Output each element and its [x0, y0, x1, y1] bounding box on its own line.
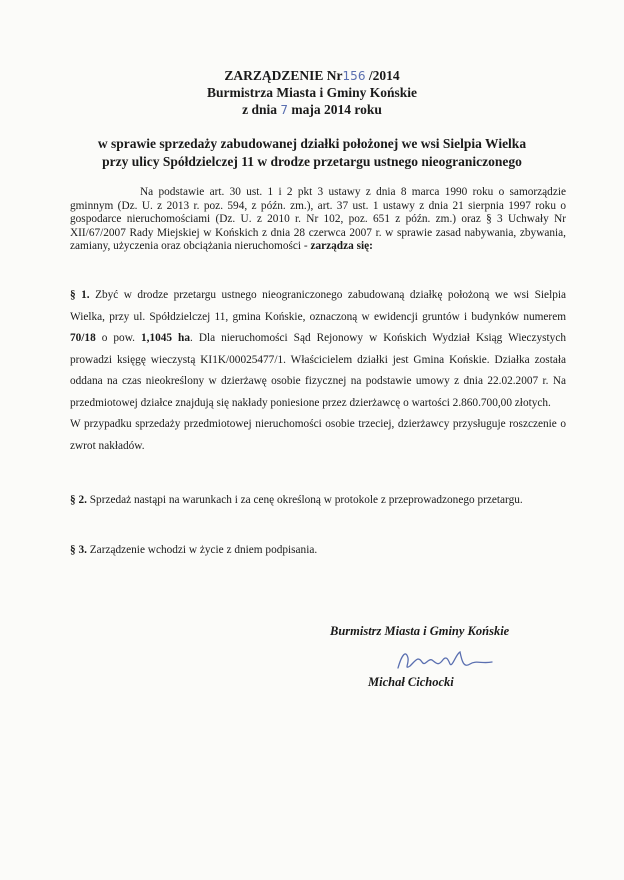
section-2-text: Sprzedaż nastąpi na warunkach i za cenę określoną w protokole z przeprowadzonego przetargu. [86, 494, 523, 506]
section-2 [70, 490, 566, 512]
section-3-text: Zarządzenie wchodzi w życie z dniem podpisania. [86, 544, 318, 556]
handwritten-day: 7 [280, 103, 288, 117]
issuer-line: Burmistrza Miasta i Gminy Końskie [207, 85, 417, 100]
legal-basis [70, 186, 566, 254]
section-1-text-a: Zbyć w drodze przetargu ustnego nieograniczonego zabudowaną działkę położoną we wsi Sielpia Wielka, przy ul. Spółdzielczej 11, gmina Końskie, oznaczoną w ewidencji gruntów i budynków numerem [70, 289, 567, 323]
subject [40, 135, 584, 171]
title-prefix: ZARZĄDZENIE Nr [224, 68, 343, 83]
subject-line-1: w sprawie sprzedaży zabudowanej działki położonej we wsi Sielpia Wielka [97, 136, 527, 151]
handwritten-signature-icon [392, 646, 512, 676]
subject-line-2: przy ulicy Spółdzielczej 11 w drodze przetargu ustnego nieograniczonego [102, 154, 522, 169]
plot-area: 1,1045 ha [140, 332, 190, 344]
document-title [0, 68, 624, 84]
signatory-name: Michał Cichocki [368, 675, 454, 689]
section-1-label: § 1. [70, 289, 90, 301]
plot-number: 70/18 [70, 332, 96, 344]
legal-basis-text: Na podstawie art. 30 ust. 1 i 2 pkt 3 ustawy z dnia 8 marca 1990 roku o samorządzie gminnym (Dz. U. z 2013 r. poz. 594, z późn. zm.), art. 37 ust. 1 ustawy z dnia 21 sierpnia 1997 roku o gospodarce nieruchomościami (Dz. U. z 2010 r. Nr 102, poz. 651 z późn. zm.) oraz § 3 Uchwały Nr XII/67/2007 Rady Miejskiej w Końskich z dnia 28 czerwca 2007 r. w sprawie zasad nabywania, zbywania, zamiany, użyczenia oraz obciążania nieruchomości - [70, 186, 566, 253]
section-1-text-b: o pow. [95, 332, 141, 344]
date-line [0, 102, 624, 118]
section-1-text-d: W przypadku sprzedaży przedmiotowej nieruchomości osobie trzeciej, dzierżawcy przysługuje roszczenie o zwrot nakładów. [70, 418, 566, 452]
section-3 [70, 540, 566, 562]
date-suffix: maja 2014 roku [288, 102, 382, 117]
date-prefix: z dnia [242, 102, 281, 117]
section-2-label: § 2. [70, 494, 87, 506]
title-suffix: /2014 [365, 68, 400, 83]
legal-basis-emphasis: zarządza się: [310, 240, 373, 253]
section-3-label: § 3. [70, 544, 87, 556]
signatory-title: Burmistrz Miasta i Gminy Końskie [330, 624, 510, 638]
section-1 [70, 285, 566, 457]
section-1-text-c: . Dla nieruchomości Sąd Rejonowy w Końskich Wydział Ksiąg Wieczystych prowadzi księgę wieczystą KI1K/00025477/1. Właścicielem działki jest Gmina Końskie. Działka została oddana na czas nieokreślony w dzierżawę osobie fizycznej na podstawie umowy z dnia 22.02.2007 r. Na przedmiotowej działce znajdują się nakłady poniesione przez dzierżawcę o wartości 2.860.700,00 złotych. [70, 332, 566, 409]
handwritten-number: 156 [342, 69, 366, 83]
